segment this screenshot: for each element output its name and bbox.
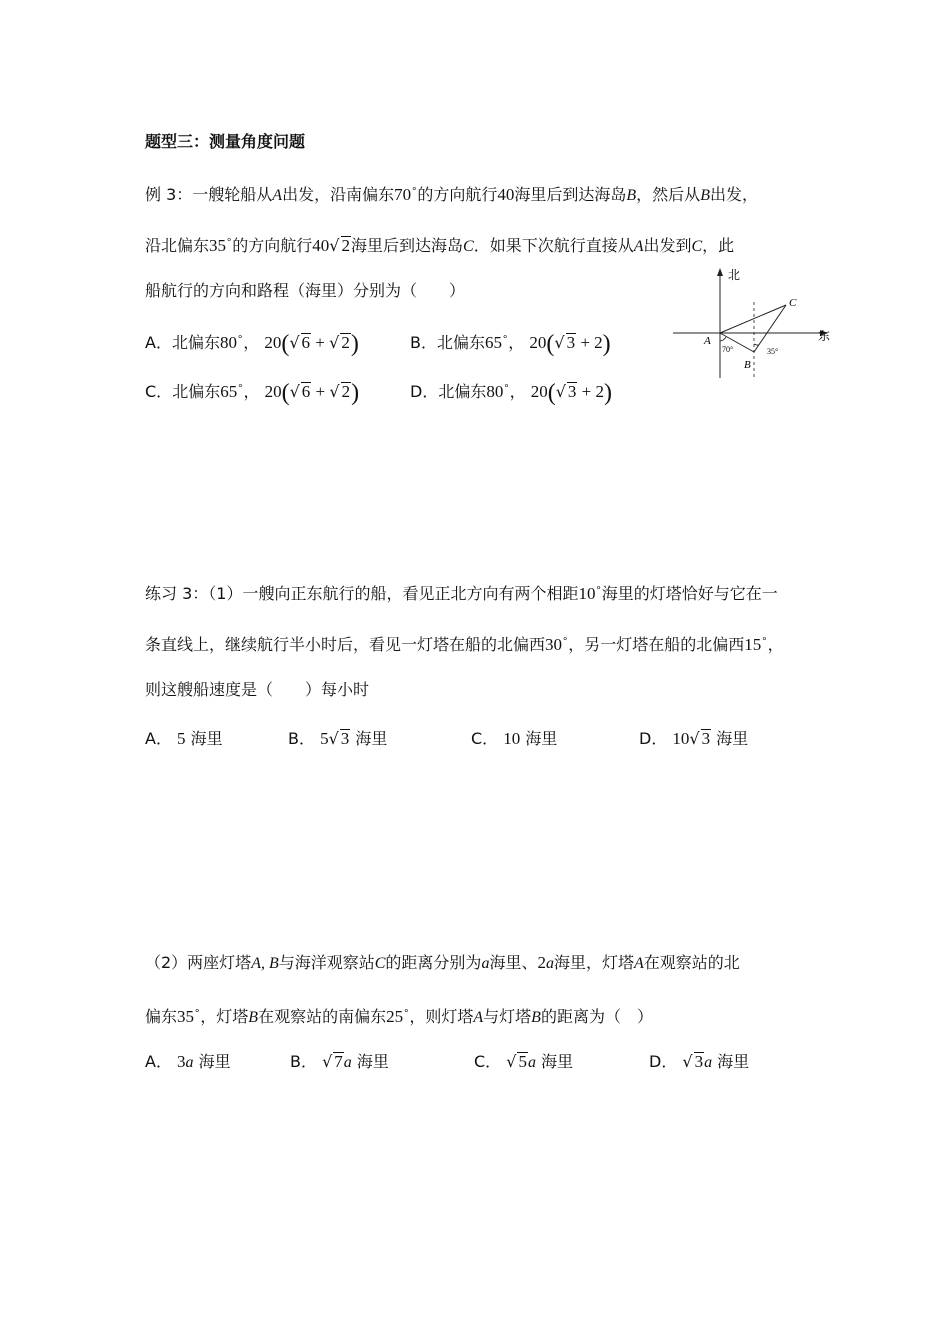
practice3-1-line1: 练习 3：（1）一艘向正东航行的船，看见正北方向有两个相距10∘海里的灯塔恰好与它在一 <box>145 583 778 603</box>
angle-35-label: 35° <box>767 347 779 356</box>
example3-line1: 例 3：一艘轮船从A出发，沿南偏东70∘的方向航行40海里后到达海岛B，然后从B出发， <box>145 184 758 204</box>
example3-option-d[interactable]: D．北偏东80∘， 20(√ 3 + 2) <box>410 380 612 406</box>
example3-option-b[interactable]: B．北偏东65∘， 20(√ 3 + 2) <box>410 331 611 357</box>
example3-line2: 沿北偏东35∘的方向航行40√ 2海里后到达海岛C．如果下次航行直接从A出发到C，此 <box>145 235 735 255</box>
practice3-1-option-b[interactable]: B． 5√ 3 海里 <box>288 729 388 748</box>
practice3-2-option-c[interactable]: C． √ 5a 海里 <box>474 1052 574 1071</box>
example3-label: 例 3： <box>145 185 193 204</box>
east-label: 东 <box>818 329 831 343</box>
point-b-label: B <box>744 359 751 371</box>
navigation-diagram <box>668 262 838 382</box>
practice3-2-line2: 偏东35∘，灯塔B在观察站的南偏东25∘，则灯塔A与灯塔B的距离为（ ） <box>145 1006 653 1026</box>
practice3-1-option-c[interactable]: C． 10 海里 <box>471 729 558 748</box>
practice3-1-line2: 条直线上，继续航行半小时后，看见一灯塔在船的北偏西30∘，另一灯塔在船的北偏西15∘， <box>145 634 784 654</box>
practice3-2-option-b[interactable]: B． √ 7a 海里 <box>290 1052 389 1071</box>
practice3-1-option-a[interactable]: A． 5 海里 <box>145 729 223 748</box>
point-c-label: C <box>789 297 797 309</box>
north-label: 北 <box>728 268 741 282</box>
practice3-2-line1: （2）两座灯塔A, B与海洋观察站C的距离分别为a海里、2a海里，灯塔A在观察站的北 <box>145 953 740 972</box>
example3-line3: 船航行的方向和路程（海里）分别为（ ） <box>145 281 466 300</box>
practice3-1-option-d[interactable]: D． 10√ 3 海里 <box>639 729 749 748</box>
practice3-2-option-d[interactable]: D． √ 3a 海里 <box>649 1052 750 1071</box>
angle-arc-70 <box>720 337 726 341</box>
example3-option-c[interactable]: C．北偏东65∘， 20(√ 6 + √ 2) <box>145 380 360 406</box>
example3-option-a[interactable]: A．北偏东80∘， 20(√ 6 + √ 2) <box>145 331 359 357</box>
section-title: 题型三：测量角度问题 <box>145 132 306 151</box>
angle-arc-35 <box>754 344 759 345</box>
point-a-label: A <box>704 335 711 347</box>
practice3-1-line3: 则这艘船速度是（ ）每小时 <box>145 680 370 699</box>
north-arrow-icon <box>717 268 723 276</box>
practice3-2-option-a[interactable]: A． 3a 海里 <box>145 1052 231 1071</box>
angle-70-label: 70° <box>722 345 734 354</box>
